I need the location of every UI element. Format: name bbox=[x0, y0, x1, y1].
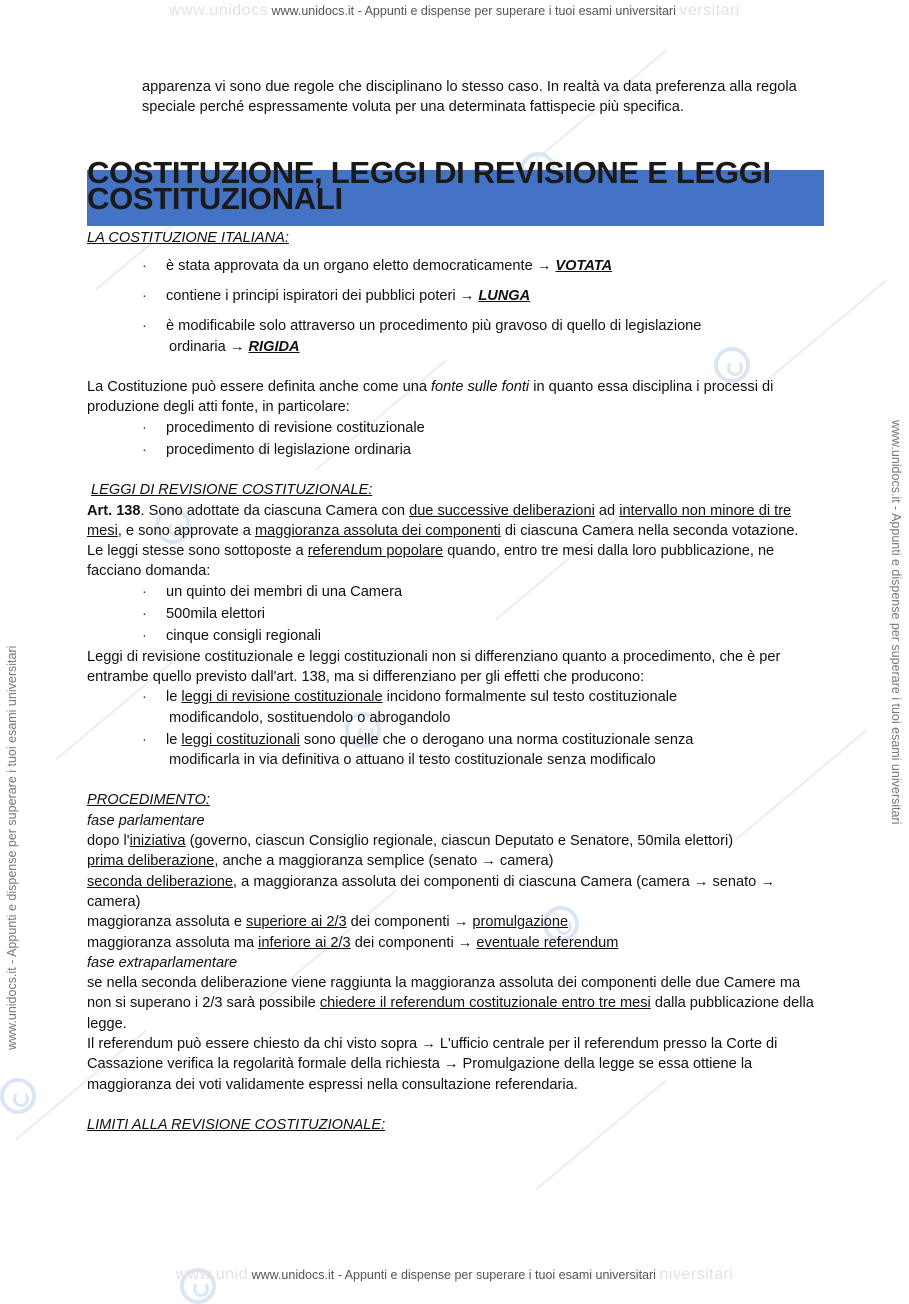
footer-ghost-left: www.unid bbox=[175, 1266, 249, 1283]
section-heading-costituzione: LA COSTITUZIONE ITALIANA: bbox=[87, 229, 289, 246]
unidocs-logo-watermark-icon bbox=[0, 1078, 36, 1114]
superiore-2-3-line: maggioranza assoluta e superiore ai 2/3 dei componenti → promulgazione bbox=[87, 914, 569, 931]
list-item: · contiene i principi ispiratori dei pubblici poteri → LUNGA bbox=[87, 286, 827, 306]
keyword-lunga: LUNGA bbox=[478, 288, 531, 305]
procedimenti-list bbox=[87, 418, 827, 461]
referendum-paragraph: Le leggi stesse sono sottoposte a referendum popolare quando, entro tre mesi dalla loro pubblicazione, ne facciano domanda: bbox=[87, 543, 775, 580]
footer-text: www.unidocs.it - Appunti e dispense per superare i tuoi esami universitari bbox=[251, 1268, 656, 1282]
list-item: · 500mila elettori bbox=[87, 604, 827, 624]
effetti-list bbox=[87, 687, 827, 770]
list-item: · procedimento di legislazione ordinaria bbox=[87, 440, 827, 460]
intro-paragraph: apparenza vi sono due regole che disciplinano lo stesso caso. In realtà va data preferenza alla regola speciale perché espressamente voluta per una determinata fattispecie più specifica. bbox=[142, 79, 797, 116]
inferiore-2-3-line: maggioranza assoluta ma inferiore ai 2/3 dei componenti → eventuale referendum bbox=[87, 934, 619, 951]
keyword-votata: VOTATA bbox=[555, 257, 613, 274]
art-138-paragraph: Art. 138. Sono adottate da ciascuna Camera con due successive deliberazioni ad intervallo non minore di tre mesi, e sono approvate a maggioranza assoluta dei componenti di ciascuna Camera nella seconda votazione. bbox=[87, 502, 799, 539]
page-header bbox=[0, 3, 909, 19]
page-title: COSTITUZIONE, LEGGI DI REVISIONE E LEGGI COSTITUZIONALI bbox=[87, 154, 771, 216]
title-band bbox=[87, 154, 824, 226]
header-ghost-right: versitari bbox=[679, 2, 740, 19]
fonte-sulle-fonti-paragraph: La Costituzione può essere definita anche come una fonte sulle fonti in quanto essa disciplina i processi di produzione degli atti fonte, in particolare: bbox=[87, 379, 774, 416]
list-item: · le leggi costituzionali sono quelle che o derogano una norma costituzionale senza modificarla in via definitiva o attuano il testo costituzionale senza modificalo bbox=[87, 730, 827, 771]
fase-extraparlamentare-label: fase extraparlamentare bbox=[87, 954, 238, 971]
richiedenti-list bbox=[87, 582, 827, 647]
side-watermark-right: www.unidocs.it - Appunti e dispense per superare i tuoi esami universitari bbox=[889, 420, 903, 825]
prima-deliberazione-line: prima deliberazione, anche a maggioranza semplice (senato → camera) bbox=[87, 853, 554, 870]
footer-ghost-right: niversitari bbox=[659, 1266, 734, 1283]
keyword-rigida: RIGIDA bbox=[248, 338, 300, 355]
iniziativa-line: dopo l'iniziativa (governo, ciascun Consiglio regionale, ciascun Deputato e Senatore, 50mila elettori) bbox=[87, 833, 734, 850]
differenze-paragraph: Leggi di revisione costituzionale e leggi costituzionali non si differenziano quanto a procedimento, che è per entrambe quello previsto dall'art. 138, ma si differenziano per gli effetti che producono: bbox=[87, 648, 781, 685]
seconda-deliberazione-line: seconda deliberazione, a maggioranza assoluta dei componenti di ciascuna Camera (camera → senato → camera) bbox=[87, 873, 775, 910]
fase-parlamentare-label: fase parlamentare bbox=[87, 812, 205, 829]
section-heading-leggi-revisione: LEGGI DI REVISIONE COSTITUZIONALE: bbox=[91, 482, 373, 499]
referendum-richiesta-paragraph: se nella seconda deliberazione viene raggiunta la maggioranza assoluta dei componenti delle due Camere ma non si superano i 2/3 sarà possibile chiedere il referendum costituzionale entro tre mesi dalla pubblicazione della legge. bbox=[87, 975, 814, 1032]
page-footer bbox=[0, 1267, 909, 1283]
costituzione-features-list bbox=[87, 256, 827, 357]
list-item: · un quinto dei membri di una Camera bbox=[87, 582, 827, 602]
list-item: · cinque consigli regionali bbox=[87, 626, 827, 646]
cassazione-paragraph: Il referendum può essere chiesto da chi visto sopra → L'ufficio centrale per il referendum presso la Corte di Cassazione verifica la regolarità formale della richiesta → Promulgazione della legge se essa ottiene la maggioranza dei voti validamente espressi nella consultazione referendaria. bbox=[87, 1035, 778, 1093]
header-ghost-left: www.unidocs bbox=[169, 2, 268, 19]
side-watermark-left: www.unidocs.it - Appunti e dispense per superare i tuoi esami universitari bbox=[5, 645, 19, 1050]
section-heading-limiti: LIMITI ALLA REVISIONE COSTITUZIONALE: bbox=[87, 1116, 386, 1133]
list-item: · procedimento di revisione costituzionale bbox=[87, 418, 827, 438]
document-body bbox=[87, 77, 827, 1135]
list-item: · è stata approvata da un organo eletto democraticamente → VOTATA bbox=[87, 256, 827, 276]
header-text: www.unidocs.it - Appunti e dispense per superare i tuoi esami universitari bbox=[271, 4, 676, 18]
list-item: · è modificabile solo attraverso un procedimento più gravoso di quello di legislazione ordinaria → RIGIDA bbox=[87, 316, 827, 357]
section-heading-procedimento: PROCEDIMENTO: bbox=[87, 792, 210, 809]
list-item: · le leggi di revisione costituzionale incidono formalmente sul testo costituzionale modificandolo, sostituendolo o abrogandolo bbox=[87, 687, 827, 728]
